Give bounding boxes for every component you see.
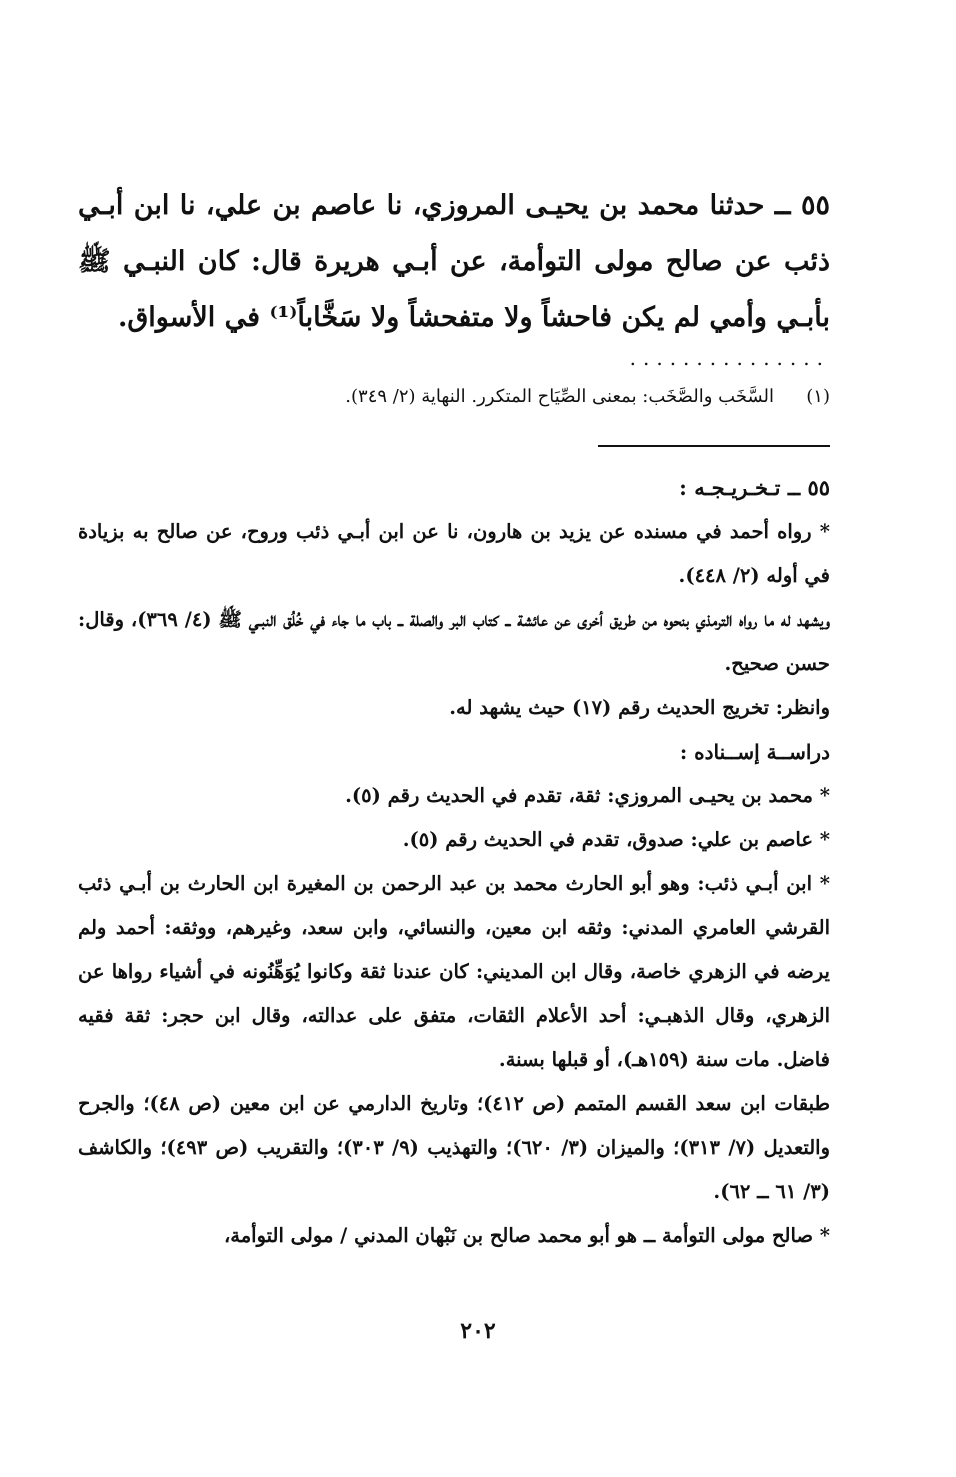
narrator-sources: طبقات ابن سعد القسم المتمم (ص ٤١٢)؛ وتاريخ الدارمي عن ابن معين (ص ٤٨)؛ والجرح والتعديل (٧/ ٣١٣)؛ والميزان (٣/ ٦٢٠)؛ والتهذيب (٩/ ٣٠٣)؛ والتقريب (ص ٤٩٣)؛ والكاشف (٣/ ٦١ ــ ٦٢).: [78, 1092, 831, 1203]
page-number: ٢٠٢: [460, 1318, 496, 1344]
footnote-text: السَّخَب والصَّخَب: بمعنى الصِّيَاح المتكرر. النهاية (٢/ ٣٤٩).: [345, 386, 774, 407]
commentary-heading-number: ٥٥ ــ: [787, 475, 830, 500]
narrator-entry-2: * عاصم بن علي: صدوق، تقدم في الحديث رقم (٥).: [402, 828, 830, 851]
narrator-entry-3: * ابن أبـي ذئب: وهو أبو الحارث محمد بن عبد الرحمن بن المغيرة ابن الحارث بن أبـي ذئب القرشي العامري المدني: وثقه ابن معين، والنسائي، وابن سعد، وغيرهم، ووثقه: أحمد ولم يرضه في الزهري خاصة، وقال ابن المديني: كان عندنا ثقة وكانوا يُوَهِّنُونه في أشياء رواها عن الزهري، وقال الذهبـي: أحد الأعلام الثقات، متفق على عدالته، وقال ابن حجر: ثقة فقيه فاضل. مات سنة (١٥٩هـ)، أو قبلها بسنة.: [78, 872, 830, 1071]
takhrij-paragraph-3: وانظر: تخريج الحديث رقم (١٧) حيث يشهد له.: [449, 696, 830, 719]
narrator-entry-4: * صالح مولى التوأمة ــ هو أبو محمد صالح بن نَبْهان المدني / مولى التوأمة،: [223, 1224, 830, 1247]
commentary-heading-title: تـخـريـجـه :: [679, 475, 781, 500]
commentary-block: [78, 466, 830, 1258]
footnote-separator-dots: ...............: [629, 346, 830, 370]
takhrij-paragraph-1: * رواه أحمد في مسنده عن يزيد بن هارون، نا عن ابن أبـي ذئب وروح، عن صالح به بزيادة في أوله (٢/ ٤٤٨).: [78, 520, 830, 587]
section-divider-line: [598, 445, 830, 447]
footnote-marker: (١): [806, 386, 830, 407]
hadith-text-block: [78, 178, 830, 346]
isnad-section-title: دراســة إســناده :: [679, 740, 830, 764]
commentary-heading: [78, 466, 830, 510]
footnote: [78, 380, 830, 414]
hadith-text: ٥٥ ــ حدثنا محمد بن يحيـى المروزي، نا عاصم بن علي، نا ابن أبـي ذئب عن صالح مولى التوأمة، عن أبـي هريرة قال: كان النبـي ﷺ بأبـي وأمي لم يكن فاحشاً ولا متفحشاً ولا سَخَّاباً⁽¹⁾ في الأسواق.: [78, 190, 830, 333]
takhrij-paragraph-2: ويشهد له ما رواه الترمذي بنحوه من طريق أخرى عن عائشة ــ كتاب البر والصلة ــ باب ما جاء في خُلُق النبـي ﷺ (٤/ ٣٦٩)، وقال: حسن صحيح.: [78, 608, 830, 675]
narrator-entry-1: * محمد بن يحيـى المروزي: ثقة، تقدم في الحديث رقم (٥).: [345, 784, 830, 807]
